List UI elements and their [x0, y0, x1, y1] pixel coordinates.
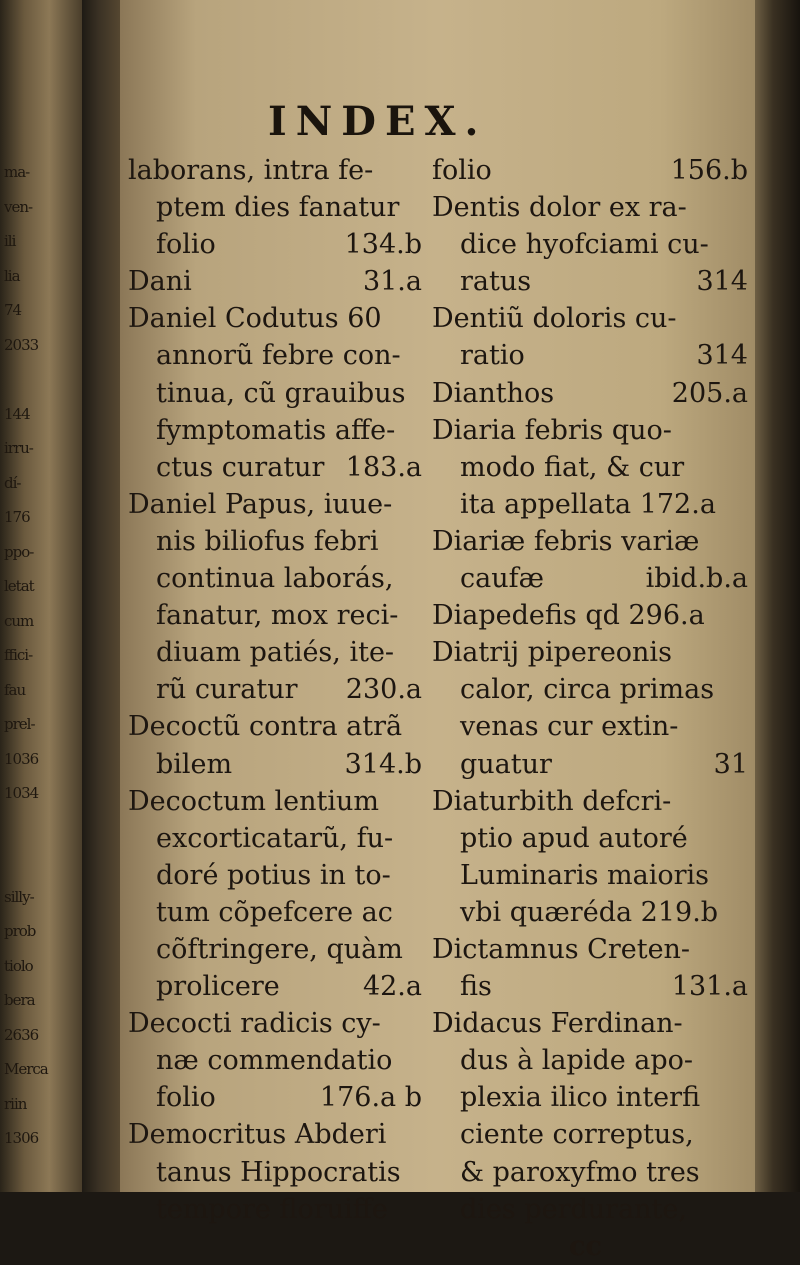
index-entry-line — [432, 597, 752, 634]
index-entry-line — [432, 1079, 752, 1116]
page-reference: 131.a — [671, 971, 748, 1003]
entry-text: fanatur, mox reci- — [156, 600, 399, 632]
spine-fragment: prob — [4, 922, 36, 940]
entry-text: Diatrij pipereonis — [432, 637, 672, 669]
index-entry-line — [432, 968, 752, 1005]
index-entry-line — [432, 1042, 752, 1079]
entry-text: Democritus Abderi — [128, 1119, 387, 1151]
index-entry-line — [128, 1154, 426, 1191]
spine-fragment: irru- — [4, 439, 33, 457]
entry-text: prolicere — [156, 971, 280, 1003]
entry-text: continua laborás, — [156, 563, 394, 595]
index-entry-line — [432, 300, 752, 337]
entry-text: Dani — [128, 266, 192, 298]
spine-fragment: ili — [4, 232, 16, 250]
page-reference: 134.b — [344, 229, 422, 261]
index-entry-line — [128, 820, 426, 857]
page-reference: ibid.b.a — [645, 563, 748, 595]
spine-fragment: tiolo — [4, 956, 33, 975]
entry-text: Dentis dolor ex ra- — [432, 192, 687, 224]
right-column — [432, 152, 752, 1265]
entry-text: ita appellata 172.a — [460, 488, 716, 520]
entry-text: ciente correptus, — [460, 1119, 694, 1151]
index-entry-line — [128, 1191, 426, 1228]
index-entry-line — [128, 746, 426, 783]
index-entry-line — [432, 671, 752, 708]
entry-text: Daniel Papus, iuue- — [128, 488, 393, 520]
index-entry-line — [128, 226, 426, 263]
spine-fragment: fau — [4, 680, 26, 699]
entry-text: Dictamnus Creten- — [432, 933, 691, 965]
page-header: INDEX. — [268, 98, 488, 145]
entry-text: fymptomatis affe- — [156, 414, 396, 446]
entry-text: cõftringere, quàm — [156, 933, 403, 965]
index-entry-line — [432, 375, 752, 412]
page-reference: 31.a — [362, 266, 422, 298]
entry-text: dice hyofciami cu- — [460, 229, 709, 261]
entry-text: næ commendatio — [156, 1045, 393, 1077]
spine-fragment: ven- — [4, 197, 33, 216]
left-column — [128, 152, 426, 1228]
entry-text: dus à lapide apo- — [460, 1045, 694, 1077]
spine-fragment: ma- — [4, 163, 30, 181]
page-reference: 176.a b — [319, 1082, 422, 1114]
facing-page-fragments — [4, 155, 74, 1156]
entry-text: venas cur extin- — [460, 711, 679, 743]
entry-text: excorticatarũ, fu- — [156, 822, 394, 854]
index-entry-line — [432, 931, 752, 968]
entry-text: Decoctum lentium — [128, 785, 380, 817]
entry-text: laborans, intra fe- — [128, 155, 374, 186]
entry-text: nis biliofus febri — [156, 525, 379, 557]
entry-text: ratus — [460, 266, 532, 298]
entry-text: guatur — [460, 748, 552, 780]
index-entry-line — [432, 412, 752, 449]
spine-fragment: lia — [4, 266, 20, 285]
index-entry-line — [432, 263, 752, 300]
index-entry-line — [128, 1079, 426, 1116]
index-entry-line — [432, 152, 752, 189]
index-entry-line — [432, 1191, 752, 1228]
entry-text: folio — [432, 155, 492, 186]
entry-text: ptem dies fanatur — [156, 192, 400, 224]
index-entry-line — [432, 634, 752, 671]
index-entry-line — [128, 931, 426, 968]
index-entry-line — [432, 486, 752, 523]
page-reference: 205.a — [671, 377, 748, 409]
facing-page-strip — [0, 0, 82, 1192]
entry-text: Diariæ febris variæ — [432, 525, 700, 557]
entry-text: rũ curatur — [156, 674, 298, 706]
index-entry-line — [128, 857, 426, 894]
index-entry-line — [128, 300, 426, 337]
index-entry-line — [432, 523, 752, 560]
entry-text: ctus curatur — [156, 451, 325, 483]
spine-fragment: 1034 — [4, 784, 39, 802]
page-reference: 314 — [696, 340, 748, 372]
entry-text: tanus Hippocratis — [156, 1156, 401, 1188]
spine-fragment: 176 — [4, 508, 30, 526]
book-gutter — [82, 0, 124, 1192]
spine-fragment: letat — [4, 577, 34, 595]
index-entry-line — [128, 263, 426, 300]
index-entry-line — [432, 337, 752, 374]
spine-fragment: 2033 — [4, 335, 39, 354]
index-entry-line — [128, 375, 426, 412]
entry-text: Decoctũ contra atrã — [128, 711, 403, 743]
entry-text: plexia ilico interfi — [460, 1082, 701, 1114]
entry-text: tinua, cũ grauibus — [156, 377, 406, 409]
spine-fragment: bera — [4, 991, 35, 1009]
entry-text: Diapedefis qd 296.a — [432, 600, 705, 632]
index-entry-line — [432, 1005, 752, 1042]
index-entry-line — [432, 449, 752, 486]
spine-fragment: 1036 — [4, 749, 39, 768]
index-entry-line — [128, 671, 426, 708]
index-entry-line — [432, 857, 752, 894]
entry-text: Decocti radicis cy- — [128, 1008, 381, 1040]
page-reference: 42.a — [362, 971, 422, 1003]
spine-fragment — [4, 845, 74, 880]
spine-fragment: silly- — [4, 887, 34, 906]
spine-fragment: 2636 — [4, 1025, 39, 1044]
spine-fragment: 144 — [4, 404, 30, 423]
index-entry-line — [128, 783, 426, 820]
index-entry-line — [128, 560, 426, 597]
index-entry-line — [128, 708, 426, 745]
entry-text: tempore floruiffe — [156, 1193, 388, 1225]
index-entry-line — [128, 449, 426, 486]
entry-text: ptio apud autoré — [460, 822, 688, 854]
index-entry-line — [128, 1042, 426, 1079]
spine-fragment: Merca — [4, 1060, 48, 1078]
spine-fragment: prel- — [4, 715, 35, 733]
index-entry-line — [128, 894, 426, 931]
entry-text: folio — [156, 229, 216, 261]
catchword: cc — [569, 1230, 602, 1262]
page-reference: 156.b — [670, 155, 748, 186]
entry-text: diuam patiés, ite- — [156, 637, 395, 669]
page-reference: 314 — [696, 266, 748, 298]
entry-text: bilem — [156, 748, 233, 780]
spine-fragment — [4, 362, 74, 397]
entry-text: Dianthos — [432, 377, 555, 409]
index-entry-line — [432, 1116, 752, 1153]
index-entry-line — [432, 189, 752, 226]
entry-text: vbi quæréda 219.b — [460, 896, 719, 928]
page-reference: 230.a — [345, 674, 422, 706]
index-entry-line — [128, 152, 426, 189]
index-entry-line — [128, 337, 426, 374]
index-entry-line — [128, 412, 426, 449]
entry-text: & paroxyfmo tres — [460, 1156, 700, 1188]
page-edge-shadow — [755, 0, 800, 1192]
spine-fragment: 1306 — [4, 1129, 39, 1147]
spine-fragment: dí- — [4, 473, 21, 492]
spine-fragment — [4, 811, 74, 846]
spine-fragment: 74 — [4, 301, 22, 319]
entry-text: fis — [460, 971, 492, 1003]
index-entry-line — [432, 226, 752, 263]
index-entry-line — [128, 634, 426, 671]
index-entry-line — [432, 894, 752, 931]
entry-text: caufæ — [460, 563, 544, 595]
index-entry-line — [432, 708, 752, 745]
entry-text: modo fiat, & cur — [460, 451, 685, 483]
index-entry-line — [432, 783, 752, 820]
index-entry-line — [432, 1154, 752, 1191]
entry-text: ratio — [460, 340, 525, 372]
index-entry-line — [128, 486, 426, 523]
entry-text: Dentiũ doloris cu- — [432, 303, 677, 335]
entry-text: calor, circa primas — [460, 674, 715, 706]
index-entry-line — [432, 746, 752, 783]
entry-text: Daniel Codutus 60 — [128, 303, 382, 335]
index-entry-line — [432, 820, 752, 857]
spine-fragment: riin — [4, 1094, 27, 1113]
page-reference: 31 — [713, 748, 748, 780]
entry-text: Luminaris maioris — [460, 859, 710, 891]
entry-text: tum cõpefcere ac — [156, 896, 393, 928]
entry-text: Didacus Ferdinan- — [432, 1008, 683, 1040]
entry-text: doré potius in to- — [156, 859, 391, 891]
page-reference: 183.a — [345, 451, 422, 483]
entry-text: Diaria febris quo- — [432, 414, 672, 446]
spine-fragment: ppo- — [4, 542, 34, 561]
index-entry-line — [128, 968, 426, 1005]
spine-fragment: cum — [4, 611, 34, 630]
page-reference: 314.b — [344, 748, 422, 780]
index-entry-line — [128, 523, 426, 560]
spine-fragment: ffici- — [4, 646, 33, 664]
index-entry-line — [432, 560, 752, 597]
index-entry-line — [128, 1005, 426, 1042]
index-entry-line — [128, 597, 426, 634]
index-entry-line — [128, 189, 426, 226]
index-entry-line — [128, 1116, 426, 1153]
entry-text: annorũ febre con- — [156, 340, 401, 372]
entry-text: folio — [156, 1082, 216, 1114]
entry-text: Diaturbith defcri- — [432, 785, 672, 817]
entry-text: dies perdurante, — [460, 1193, 687, 1225]
